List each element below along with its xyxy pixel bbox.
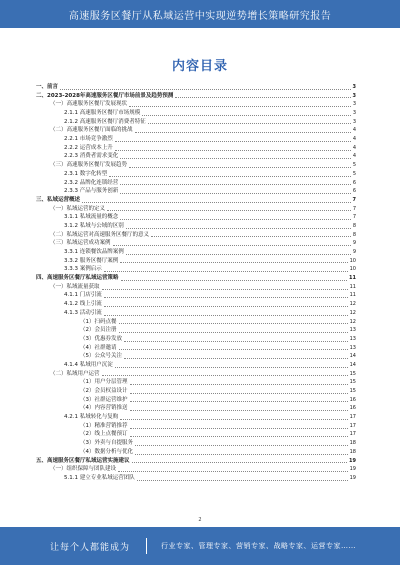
toc-entry[interactable]: [36, 474, 356, 483]
toc-entry[interactable]: [36, 170, 356, 179]
toc-entry-page: 17: [349, 414, 356, 421]
toc-leader-dots: [102, 288, 348, 290]
toc-leader-dots: [115, 366, 348, 368]
toc-entry-label: （4）数据分析与优化: [80, 448, 133, 455]
toc-entry-page: 19: [349, 457, 356, 464]
toc-entry-label: 2.3.1 数字化转型: [64, 170, 108, 177]
toc-entry-page: 13: [349, 327, 356, 334]
toc-leader-dots: [60, 88, 351, 90]
toc-entry-page: 4: [352, 144, 356, 151]
toc-leader-dots: [113, 244, 351, 246]
toc-entry[interactable]: [36, 239, 356, 248]
toc-entry-label: 五、高速服务区餐厅私域运营实施建议: [36, 457, 130, 464]
toc-leader-dots: [119, 331, 348, 333]
toc-leader-dots: [135, 444, 348, 446]
toc-leader-dots: [82, 201, 351, 203]
toc-entry-label: 3.1.2 私域与公域的区别: [64, 222, 124, 229]
toc-entry[interactable]: [36, 257, 356, 266]
toc-entry[interactable]: [36, 465, 356, 474]
toc-entry[interactable]: [36, 205, 356, 214]
toc-entry-page: 10: [349, 257, 356, 264]
toc-entry-label: 2.2.1 市场竞争激烈: [64, 136, 113, 143]
toc-entry[interactable]: [36, 196, 356, 205]
toc-entry-page: 3: [352, 101, 356, 108]
toc-entry-page: 7: [352, 205, 356, 212]
toc-entry-label: 3.3.1 连锁餐饮品牌案例: [64, 249, 124, 256]
toc-leader-dots: [124, 340, 348, 342]
toc-leader-dots: [115, 149, 351, 151]
toc-entry[interactable]: [36, 318, 356, 327]
toc-heading: 内容目录: [171, 59, 228, 74]
toc-entry-page: 4: [352, 127, 356, 134]
toc-leader-dots: [102, 374, 348, 376]
toc-entry-page: 6: [352, 188, 356, 195]
table-of-contents: [36, 83, 356, 483]
toc-entry-page: 5: [352, 162, 356, 169]
toc-entry-page: 3: [352, 92, 356, 99]
toc-entry-label: 4.1.4 私域用户沉淀: [64, 361, 113, 368]
toc-entry[interactable]: [36, 413, 356, 422]
toc-entry[interactable]: [36, 292, 356, 301]
toc-leader-dots: [109, 175, 351, 177]
toc-entry[interactable]: [36, 274, 356, 283]
toc-entry-page: 4: [352, 153, 356, 160]
toc-entry[interactable]: [36, 222, 356, 231]
toc-entry-page: 17: [349, 422, 356, 429]
toc-entry[interactable]: [36, 109, 356, 118]
toc-entry-page: 14: [349, 353, 356, 360]
toc-entry-label: 2.3.3 产品与服务创新: [64, 188, 119, 195]
report-header: [0, 0, 400, 28]
toc-entry-label: （5）公众号关注: [80, 353, 122, 360]
toc-entry-page: 6: [352, 179, 356, 186]
toc-entry-page: 17: [349, 431, 356, 438]
toc-entry-label: 3.3.3 案例启示: [64, 266, 102, 273]
toc-entry-page: 10: [349, 266, 356, 273]
toc-entry-label: （2）会员权益设计: [80, 388, 128, 395]
toc-entry[interactable]: [36, 326, 356, 335]
toc-entry-page: 15: [349, 370, 356, 377]
toc-entry[interactable]: [36, 265, 356, 274]
toc-leader-dots: [130, 383, 348, 385]
toc-entry-label: （一）高速服务区餐厅发展现状: [50, 101, 128, 108]
toc-leader-dots: [120, 418, 347, 420]
toc-leader-dots: [129, 105, 351, 107]
toc-leader-dots: [135, 453, 348, 455]
toc-entry-page: 16: [349, 396, 356, 403]
toc-entry-page: 8: [352, 222, 356, 229]
toc-leader-dots: [130, 435, 348, 437]
toc-entry-page: 9: [352, 249, 356, 256]
toc-entry-page: 13: [349, 344, 356, 351]
footer-brand: 让每个人都能成为: [50, 542, 131, 553]
toc-leader-dots: [142, 114, 351, 116]
toc-leader-dots: [121, 279, 348, 281]
toc-leader-dots: [130, 427, 348, 429]
toc-entry[interactable]: [36, 361, 356, 370]
toc-entry-label: （二）私域用户运营: [50, 370, 100, 377]
toc-leader-dots: [148, 122, 351, 124]
toc-entry[interactable]: [36, 283, 356, 292]
toc-entry-page: 18: [349, 440, 356, 447]
toc-leader-dots: [119, 348, 348, 350]
toc-leader-dots: [124, 357, 348, 359]
toc-entry-label: （3）优惠券发放: [80, 335, 122, 342]
toc-entry-label: 一、前言: [36, 83, 59, 90]
toc-entry-page: 7: [352, 214, 356, 221]
toc-leader-dots: [132, 461, 348, 463]
toc-entry-label: 3.1.1 私域流量的概念: [64, 214, 119, 221]
toc-leader-dots: [104, 305, 348, 307]
toc-entry-label: （一）组织保障与团队建设: [50, 466, 117, 473]
toc-entry-label: 四、高速服务区餐厅私域运营策略: [36, 275, 119, 282]
toc-entry[interactable]: [36, 448, 356, 457]
toc-leader-dots: [130, 400, 348, 402]
toc-leader-dots: [137, 479, 348, 481]
toc-entry-page: 5: [352, 170, 356, 177]
toc-entry[interactable]: [36, 387, 356, 396]
toc-entry-label: （二）高速服务区餐厅面临的挑战: [50, 127, 133, 134]
toc-entry-page: 14: [349, 361, 356, 368]
toc-entry-label: 2.3.2 品牌化连锁经营: [64, 179, 119, 186]
toc-entry[interactable]: [36, 153, 356, 162]
toc-entry[interactable]: [36, 370, 356, 379]
toc-entry-label: （1）扫码点餐: [80, 318, 117, 325]
toc-entry-page: 12: [349, 309, 356, 316]
toc-entry-label: （2）会员注册: [80, 327, 117, 334]
toc-entry-page: 12: [349, 301, 356, 308]
report-title: 高速服务区餐厅从私域运营中实现逆势增长策略研究报告: [68, 10, 332, 22]
toc-entry[interactable]: [36, 83, 356, 92]
toc-leader-dots: [120, 157, 351, 159]
toc-leader-dots: [126, 227, 351, 229]
toc-leader-dots: [129, 166, 351, 168]
toc-entry[interactable]: [36, 187, 356, 196]
toc-entry-label: 4.1.2 线上引流: [64, 301, 102, 308]
toc-entry-page: 3: [352, 110, 356, 117]
toc-entry-label: （一）私域运营的定义: [50, 205, 106, 212]
toc-leader-dots: [120, 192, 351, 194]
toc-entry-label: （1）精准营销推荐: [80, 422, 128, 429]
toc-entry[interactable]: [36, 352, 356, 361]
toc-entry-page: 15: [349, 379, 356, 386]
toc-entry-label: （二）私域运营对高速服务区餐厅的意义: [50, 231, 150, 238]
toc-leader-dots: [115, 140, 351, 142]
toc-leader-dots: [130, 392, 348, 394]
toc-leader-dots: [104, 296, 348, 298]
toc-leader-dots: [120, 183, 351, 185]
toc-entry[interactable]: [36, 457, 356, 466]
toc-leader-dots: [130, 409, 348, 411]
toc-entry[interactable]: [36, 213, 356, 222]
toc-entry-label: （三）高速服务区餐厅发展趋势: [50, 162, 128, 169]
toc-entry-page: 11: [349, 292, 356, 299]
toc-entry[interactable]: [36, 404, 356, 413]
toc-leader-dots: [118, 470, 348, 472]
toc-leader-dots: [135, 131, 351, 133]
toc-entry[interactable]: [36, 431, 356, 440]
toc-entry[interactable]: [36, 144, 356, 153]
toc-entry-page: 11: [349, 275, 356, 282]
toc-entry-label: 4.1.1 门店引流: [64, 292, 102, 299]
toc-entry-page: 19: [349, 466, 356, 473]
toc-entry-page: 3: [352, 118, 356, 125]
toc-entry-label: 三、私域运营概述: [36, 196, 81, 203]
toc-entry-page: 11: [349, 283, 356, 290]
footer-divider: [146, 538, 147, 554]
toc-entry-label: （1）用户分层管理: [80, 379, 128, 386]
toc-leader-dots: [120, 261, 347, 263]
toc-entry-label: 3.3.2 服务区餐厅案例: [64, 257, 119, 264]
toc-entry-label: 2.1.1 高速服务区餐厅市场规模: [64, 110, 141, 117]
footer-slogan: 行业专家、管理专家、营销专家、战略专家、运营专家……: [161, 542, 357, 550]
toc-entry-label: （4）社群邀请: [80, 344, 117, 351]
toc-entry-page: 16: [349, 405, 356, 412]
toc-entry[interactable]: [36, 135, 356, 144]
toc-entry-page: 8: [352, 231, 356, 238]
toc-entry-page: 3: [352, 83, 356, 90]
toc-entry[interactable]: [36, 92, 356, 101]
toc-entry-label: 4.1.3 活动引流: [64, 309, 102, 316]
toc-leader-dots: [151, 235, 351, 237]
toc-leader-dots: [126, 253, 351, 255]
toc-entry[interactable]: [36, 248, 356, 257]
toc-entry[interactable]: [36, 396, 356, 405]
toc-entry[interactable]: [36, 118, 356, 127]
toc-leader-dots: [107, 209, 351, 211]
toc-entry-label: （一）私域流量获取: [50, 283, 100, 290]
toc-entry-label: 2.2.2 运营成本上升: [64, 144, 113, 151]
toc-entry[interactable]: [36, 378, 356, 387]
report-footer: [0, 527, 400, 565]
toc-entry-label: （2）线上点餐预订: [80, 431, 128, 438]
toc-entry-page: 12: [349, 318, 356, 325]
toc-leader-dots: [119, 322, 348, 324]
toc-entry[interactable]: [36, 439, 356, 448]
toc-entry-page: 9: [352, 240, 356, 247]
toc-entry-label: （4）内容营销推送: [80, 405, 128, 412]
toc-entry-label: （3）社群运营维护: [80, 396, 128, 403]
toc-entry-label: 4.2.1 私域转化与复购: [64, 414, 119, 421]
toc-entry-page: 15: [349, 388, 356, 395]
toc-entry-page: 19: [349, 474, 356, 481]
toc-entry-label: 5.1.1 建立专业私域运营团队: [64, 474, 135, 481]
toc-entry[interactable]: [36, 309, 356, 318]
toc-entry[interactable]: [36, 335, 356, 344]
toc-entry-page: 18: [349, 448, 356, 455]
toc-entry-page: 7: [352, 196, 356, 203]
toc-entry[interactable]: [36, 300, 356, 309]
toc-entry[interactable]: [36, 100, 356, 109]
toc-leader-dots: [175, 96, 350, 98]
toc-entry-page: 13: [349, 335, 356, 342]
toc-entry-label: （3）外卖与自提服务: [80, 440, 133, 447]
toc-entry[interactable]: [36, 179, 356, 188]
toc-entry-label: 二、2023-2028年高速服务区餐厅市场前景及趋势预测: [36, 92, 174, 99]
toc-leader-dots: [104, 270, 348, 272]
toc-entry[interactable]: [36, 422, 356, 431]
toc-entry-label: 2.2.3 消费者需求变化: [64, 153, 119, 160]
toc-entry-page: 4: [352, 136, 356, 143]
toc-leader-dots: [104, 314, 348, 316]
toc-entry[interactable]: [36, 126, 356, 135]
toc-entry-label: 2.1.2 高速服务区餐厅消费者特征: [64, 118, 146, 125]
toc-entry[interactable]: [36, 344, 356, 353]
page-number: 2: [198, 517, 202, 523]
toc-entry[interactable]: [36, 161, 356, 170]
toc-entry[interactable]: [36, 231, 356, 240]
toc-leader-dots: [120, 218, 351, 220]
toc-entry-label: （三）私域运营成功案例: [50, 240, 111, 247]
